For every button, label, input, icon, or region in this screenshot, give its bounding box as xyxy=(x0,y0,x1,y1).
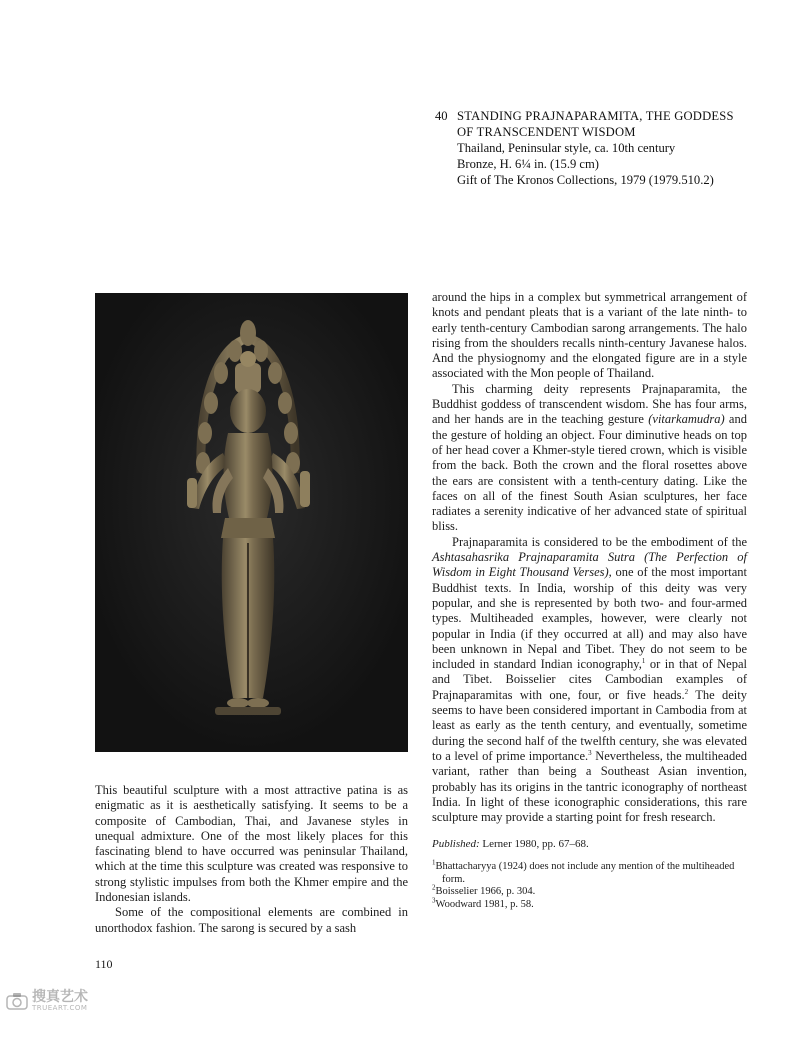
text-run: and the gesture of holding an object. Four diminutive heads on top of her head cover a Khmer-style tiered crown, which is visible from the back. Both the crown and the floral rosettes above the ears are consistent with a tenth-century dating. Like the faces on all of the finest South Asian sculptures, her face radiates a serenity indicative of her advanced state of spiritual bliss. xyxy=(432,412,747,534)
text-run: or in that of Nepal and Tibet. Boisselier cites Cambodian examples of Prajnaparamitas with one, four, or five heads. xyxy=(432,657,748,702)
left-text-column xyxy=(95,783,408,936)
right-text-column xyxy=(432,290,747,911)
text-run: The deity seems to have been considered important in Cambodia from at least as early as the tenth century, and eventually, sometime during the second half of the twelfth century, she was elevated to a level of prime importance. xyxy=(432,687,747,763)
text-run: This charming deity represents Prajnaparamita, the Buddhist goddess of transcendent wisdom. She has four arms, and her hands are in the teaching gesture xyxy=(432,381,747,427)
text-run: Prajnaparamita is considered to be the embodiment of the xyxy=(452,534,747,549)
sculpture-photo xyxy=(95,293,408,752)
object-medium: Bronze, H. 6¼ in. (15.9 cm) xyxy=(457,157,599,171)
camera-icon xyxy=(6,992,28,1010)
catalog-number: 40 xyxy=(435,109,448,123)
watermark-text: 搜真艺术 xyxy=(32,989,88,1005)
published-reference xyxy=(432,837,747,851)
published-text: Lerner 1980, pp. 67–68. xyxy=(479,838,589,851)
footnote-mark: 2 xyxy=(432,883,436,892)
bronze-sculpture-icon xyxy=(95,293,408,752)
paragraph: Some of the compositional elements are combined in unorthodox fashion. The sarong is secured by a sash xyxy=(95,905,408,935)
footnote-ref: 3 xyxy=(588,748,592,757)
object-title-line1: STANDING PRAJNAPARAMITA, THE GODDESS xyxy=(457,109,734,123)
footnote-ref: 2 xyxy=(684,687,689,696)
paragraph xyxy=(432,535,747,826)
footnote-mark: 3 xyxy=(432,896,436,905)
text-run: Nevertheless, the multiheaded variant, rather than being a Southeast Asian invention, probably has its origins in the tantric iconography of northeast India. In light of these iconographic considerations, this rare sculpture may provide a starting point for fresh research. xyxy=(432,748,747,825)
watermark xyxy=(6,990,88,1012)
footnote-ref: 1 xyxy=(641,656,646,665)
paragraph: This beautiful sculpture with a most attractive patina is as enigmatic as it is aesthetically satisfying. It seems to be a composite of Cambodian, Thai, and Javanese styles in unequal admixture. One of the most likely places for this fascinating blend to have occurred was peninsular Thailand, which at the time this sculpture was created was responsive to strong stylistic impulses from both the Khmer empire and the Indonesian islands. xyxy=(95,783,408,905)
footnote-text: Woodward 1981, p. 58. xyxy=(435,898,534,910)
footnote-text: Bhattacharyya (1924) does not include any mention of the multiheaded form. xyxy=(435,861,735,885)
watermark-subtext: TRUEART.COM xyxy=(32,1004,88,1012)
object-origin: Thailand, Peninsular style, ca. 10th century xyxy=(457,141,676,155)
footnote xyxy=(432,858,747,886)
footnote-mark: 1 xyxy=(432,858,436,867)
text-run: one of the most important Buddhist texts. In India, worship of this deity was very popular, and she is represented by both two- and four-armed types. Multiheaded examples, however, were clearly not popular in India (if they occurred at all) and may also have been unknown in Nepal and Tibet. They do not seem to be included in standard Indian iconography, xyxy=(432,565,748,672)
object-caption xyxy=(435,108,780,188)
italic-title: Ashtasahasrika Prajnaparamita Sutra (The Perfection of Wisdom in Eight Thousand Verses), xyxy=(432,550,747,580)
paragraph xyxy=(432,382,747,535)
footnote xyxy=(432,896,747,912)
footnote xyxy=(432,883,747,899)
object-credit: Gift of The Kronos Collections, 1979 (1979.510.2) xyxy=(457,173,714,187)
published-label: Published: xyxy=(432,838,480,851)
object-title-line2: OF TRANSCENDENT WISDOM xyxy=(457,125,636,139)
italic-term: (vitarkamudra) xyxy=(648,412,725,427)
paragraph: around the hips in a complex but symmetrical arrangement of knots and pendant pleats that is a variant of the late ninth- to early tenth-century Cambodian sarong arrangements. The halo rising from the shoulders recalls ninth-century Javanese halos. And the physiognomy and the elongated figure are in a style associated with the Mon people of Thailand. xyxy=(432,290,747,381)
footnotes xyxy=(432,858,747,911)
footnote-text: Boisselier 1966, p. 304. xyxy=(435,886,536,898)
page-number: 110 xyxy=(95,957,113,971)
